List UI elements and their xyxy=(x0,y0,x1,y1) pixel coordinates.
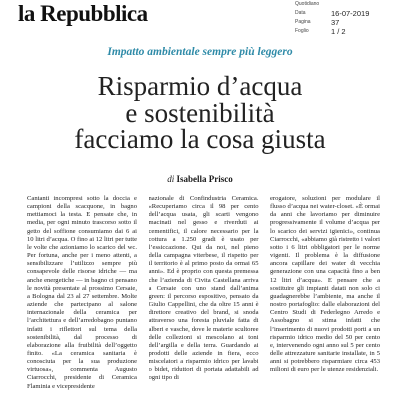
meta-label: Foglio xyxy=(295,28,309,34)
meta-label: Pagina xyxy=(295,19,311,25)
meta-value-sheet: 1 / 2 xyxy=(331,27,346,36)
meta-value-date: 16-07-2019 xyxy=(331,9,370,18)
meta-row-foglio xyxy=(295,27,369,36)
body-column-2: nazionale di Confindustria Ceramica. «Recuperiamo circa il 98 per cento dell’acqua usata, gli scarti vengono macinati nel gesso e riverduti ai cementifici, il calore necessario per la cottura a 1.250 gradi è usato per l’essiccazione. Qui da noi, nel pieno della campagna viterbese, il rispetto per il territorio è al primo posto da ormai 65 anni». Ed è proprio con questa premessa che l’azienda di Civita Castellana arriva a Cersaie con uno stand dall’anima green: il percorso espositivo, pensato da Giulio Cappellini, che da oltre 15 anni è direttore creativo del brand, si snoda attraverso una foresta pluviale fatta di alberi e vasche, dove le materie scultoree delle collezioni si mescolano ai toni dell’argilla e della terra. Guardando ai prodotti delle aziende in fiera, ecco miscelatori a risparmio idrico per lavabi o bidet, riduttori di portata adattabili ad ogni tipo di xyxy=(148,195,259,382)
byline-prefix: di xyxy=(167,174,175,184)
article-byline xyxy=(0,174,400,184)
meta-label: Data xyxy=(295,10,306,16)
headline-line: facciamo la cosa giusta xyxy=(74,124,326,154)
headline-line: e sostenibilità xyxy=(125,97,275,128)
body-column-3: erogatore, soluzioni per modulare il flusso d’acqua nei water-closet. «È ormai da anni che lavoriamo per diminuire progressivamente il volume d’acqua per lo scarico dei servizi igienici», continua Ciarrocchi, «abbiamo già ristretto i valori sotto i 6 litri obbligatori per le norme vigenti. Il problema è la diffusione ancora capillare dei water di vecchia generazione con una capacità fino a ben 12 litri d’acqua». E pensare che a sostituire gli impianti datati non solo ci guadagnerebbe l’ambiente, ma anche il nostro portafoglio: dalle elaborazioni del Centro Studi di Federlegno Arredo e Assobagno si stima infatti che l’inserimento di nuovi prodotti porti a un risparmio idrico medio del 50 per cento e, intervenendo ogni anno sul 5 per cento delle attrezzature sanitarie installate, in 5 anni si potrebbero risparmiare circa 453 milioni di euro per le utenze residenziali. xyxy=(270,195,380,374)
article-headline xyxy=(0,73,400,153)
clipping-metadata xyxy=(295,0,369,36)
article-body xyxy=(27,195,380,400)
meta-label: Quotidiano xyxy=(295,1,320,7)
meta-row-data xyxy=(295,9,369,18)
meta-value-page: 37 xyxy=(331,18,340,27)
author-name: Isabella Prisco xyxy=(176,174,233,184)
headline-line: Risparmio d’acqua xyxy=(97,71,303,101)
body-column-1: Cantanti incompresi sotto la doccia e campioni della scacquone, in bagno mettiamoci la testa. E pensate che, in media, per ogni minuto trascorso sotto il getto del soffione consumiamo dai 6 ai 10 litri d’acqua. O fino ai 12 litri per tutte le volte che azioniamo lo scarico del wc. Per fortuna, anche per i meno attenti, a sensibilizzare l’utilizzo sempre più consapevole delle risorse idriche — ma anche energetiche — in bagno ci pensano le novità presentate al prossimo Cersaie, a Bologna dal 23 al 27 settembre. Molte aziende che partecipano al salone internazionale della ceramica per l’architettura e dell’arredobagno puntano infatti i riflettori sul tema della sostenibilità, dal processo di elaborazione alla fruibilità dell’oggetto finito. «La ceramica sanitaria è conosciuta per la sua produzione virtuosa», commenta Augusto Ciarrocchi, presidente di Ceramica Flaminia e vicepresidente xyxy=(27,195,137,390)
article-kicker: Impatto ambientale sempre più leggero xyxy=(107,46,293,58)
meta-row-quotidiano xyxy=(295,0,369,9)
masthead-logo: la Repubblica xyxy=(18,1,148,26)
meta-row-pagina xyxy=(295,18,369,27)
